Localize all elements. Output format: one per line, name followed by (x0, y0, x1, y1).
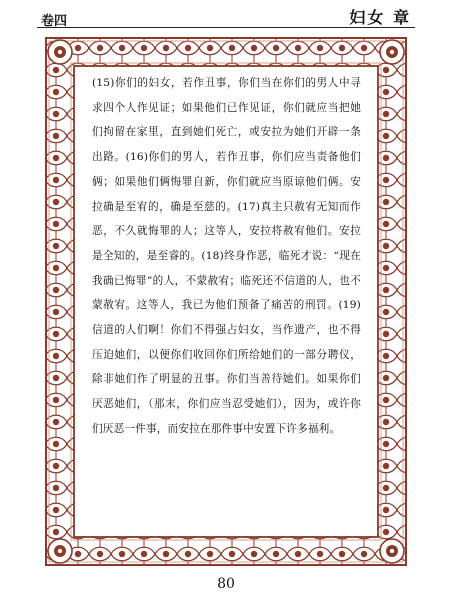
verse-paragraph: (15)你们的妇女，若作丑事，你们当在你们的男人中寻求四个人作见证；如果他们已作见证，你们就应当把她们拘留在家里，直到她们死亡，或安拉为她们开辟一条出路。(16)你们的男人，若作丑事，你们应当责备他们俩；如果他们俩悔罪自新，你们就应当原谅他们俩。安拉确是至宥的，确是至慈的。(17)真主只赦宥无知而作恶，不久就悔罪的人；这等人，安拉将赦宥他们。安拉是全知的，是至睿的。(18)终身作恶，临死才说：“现在我确已悔罪”的人，不蒙赦宥；临死还不信道的人，也不蒙赦宥。这等人，我已为他们预备了痛苦的刑罚。(19)信道的人们啊！你们不得强占妇女，当作遗产，也不得压迫她们，以便你们收回你们所给她们的一部分聘仪，除非她们作了明显的丑事。你们当善待她们。如果你们厌恶她们，（那末，你们应当忍受她们），因为，或许你们厌恶一件事，而安拉在那件事中安置下许多福利。 (92, 77, 361, 435)
corner-ornament-top-right (380, 40, 404, 64)
running-head-volume: 卷四 (41, 14, 68, 29)
verse-text-block (92, 71, 361, 442)
running-head-chapter: 妇女 章 (349, 8, 411, 27)
corner-ornament-bottom-right (380, 539, 404, 563)
corner-ornament-bottom-left (48, 539, 72, 563)
header-rule (37, 27, 415, 28)
corner-ornament-top-left (48, 40, 72, 64)
page-number: 80 (217, 576, 235, 592)
